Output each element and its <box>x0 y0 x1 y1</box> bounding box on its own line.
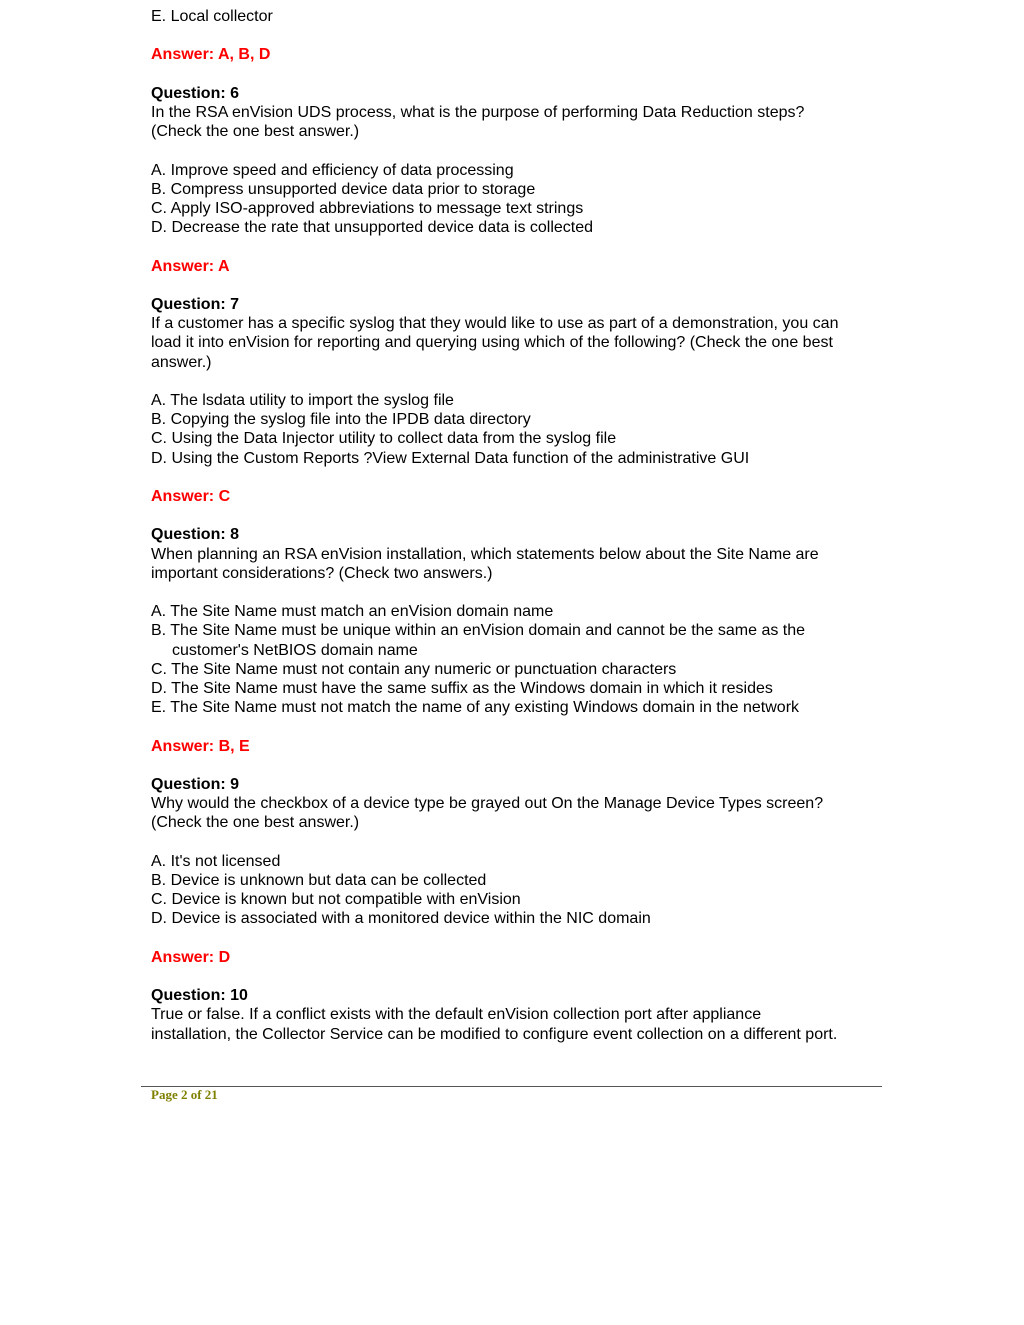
question-text-line: True or false. If a conflict exists with the default enVision collection port after appliance <box>151 1006 762 1024</box>
question-text-line: (Check the one best answer.) <box>151 123 360 141</box>
spacer <box>151 756 881 775</box>
footer-divider <box>141 1086 882 1087</box>
spacer <box>151 65 881 84</box>
question-block-8 <box>151 525 881 775</box>
spacer <box>151 26 881 45</box>
option-b-continuation: customer's NetBIOS domain name <box>172 641 418 659</box>
spacer <box>151 141 881 160</box>
spacer <box>151 237 881 256</box>
option-b: B. Copying the syslog file into the IPDB data directory <box>151 411 531 429</box>
question-heading: Question: 9 <box>151 775 240 793</box>
question-text-line: answer.) <box>151 353 212 371</box>
question-text-line: In the RSA enVision UDS process, what is the purpose of performing Data Reduction steps? <box>151 103 805 121</box>
option-a: A. It's not licensed <box>151 852 281 870</box>
spacer <box>151 929 881 948</box>
question-heading: Question: 8 <box>151 526 240 544</box>
option-a: A. The lsdata utility to import the syslog file <box>151 391 454 409</box>
answer-q8: Answer: B, E <box>151 737 250 755</box>
question-text-line: installation, the Collector Service can be modified to configure event collection on a different port. <box>151 1025 838 1043</box>
option-b: B. Compress unsupported device data prior to storage <box>151 180 536 198</box>
question-heading: Question: 6 <box>151 84 240 102</box>
spacer <box>151 717 881 736</box>
spacer <box>151 468 881 487</box>
question-text-line: When planning an RSA enVision installation, which statements below about the Site Name are <box>151 545 819 563</box>
option-d: D. Device is associated with a monitored device within the NIC domain <box>151 910 651 928</box>
question-text-line: (Check the one best answer.) <box>151 814 360 832</box>
question-heading: Question: 7 <box>151 295 240 313</box>
option-d: D. Decrease the rate that unsupported device data is collected <box>151 219 594 237</box>
answer-q6: Answer: A <box>151 257 230 275</box>
question-block-6 <box>151 84 881 295</box>
option-c: C. The Site Name must not contain any numeric or punctuation characters <box>151 660 677 678</box>
option-d: D. The Site Name must have the same suffix as the Windows domain in which it resides <box>151 679 773 697</box>
answer-q7: Answer: C <box>151 487 231 505</box>
question-block-9 <box>151 775 881 986</box>
spacer <box>151 372 881 391</box>
spacer <box>151 276 881 295</box>
answer-q9: Answer: D <box>151 948 231 966</box>
question-block-7 <box>151 295 881 525</box>
question-block-10 <box>151 986 881 1044</box>
option-c: C. Device is known but not compatible with enVision <box>151 891 521 909</box>
document-page <box>151 7 881 1044</box>
question-text-line: Why would the checkbox of a device type be grayed out On the Manage Device Types screen? <box>151 795 824 813</box>
option-b: B. The Site Name must be unique within an enVision domain and cannot be the same as the <box>151 622 806 640</box>
question-text-line: load it into enVision for reporting and querying using which of the following? (Check the one best <box>151 334 833 352</box>
option-a: A. Improve speed and efficiency of data processing <box>151 161 514 179</box>
spacer <box>151 833 881 852</box>
option-e-local-collector: E. Local collector <box>151 8 273 25</box>
question-text-line: important considerations? (Check two answers.) <box>151 564 493 582</box>
question-heading: Question: 10 <box>151 987 248 1005</box>
option-c: C. Apply ISO-approved abbreviations to message text strings <box>151 199 584 217</box>
page-number: Page 2 of 21 <box>151 1087 218 1102</box>
answer-q5: Answer: A, B, D <box>151 46 271 64</box>
option-a: A. The Site Name must match an enVision domain name <box>151 603 554 621</box>
spacer <box>151 967 881 986</box>
option-d: D. Using the Custom Reports ?View External Data function of the administrative GUI <box>151 449 750 467</box>
spacer <box>151 506 881 525</box>
option-b: B. Device is unknown but data can be collected <box>151 871 487 889</box>
spacer <box>151 583 881 602</box>
option-c: C. Using the Data Injector utility to collect data from the syslog file <box>151 430 617 448</box>
question-text-line: If a customer has a specific syslog that they would like to use as part of a demonstration, you can <box>151 315 839 333</box>
option-e: E. The Site Name must not match the name of any existing Windows domain in the network <box>151 699 800 717</box>
